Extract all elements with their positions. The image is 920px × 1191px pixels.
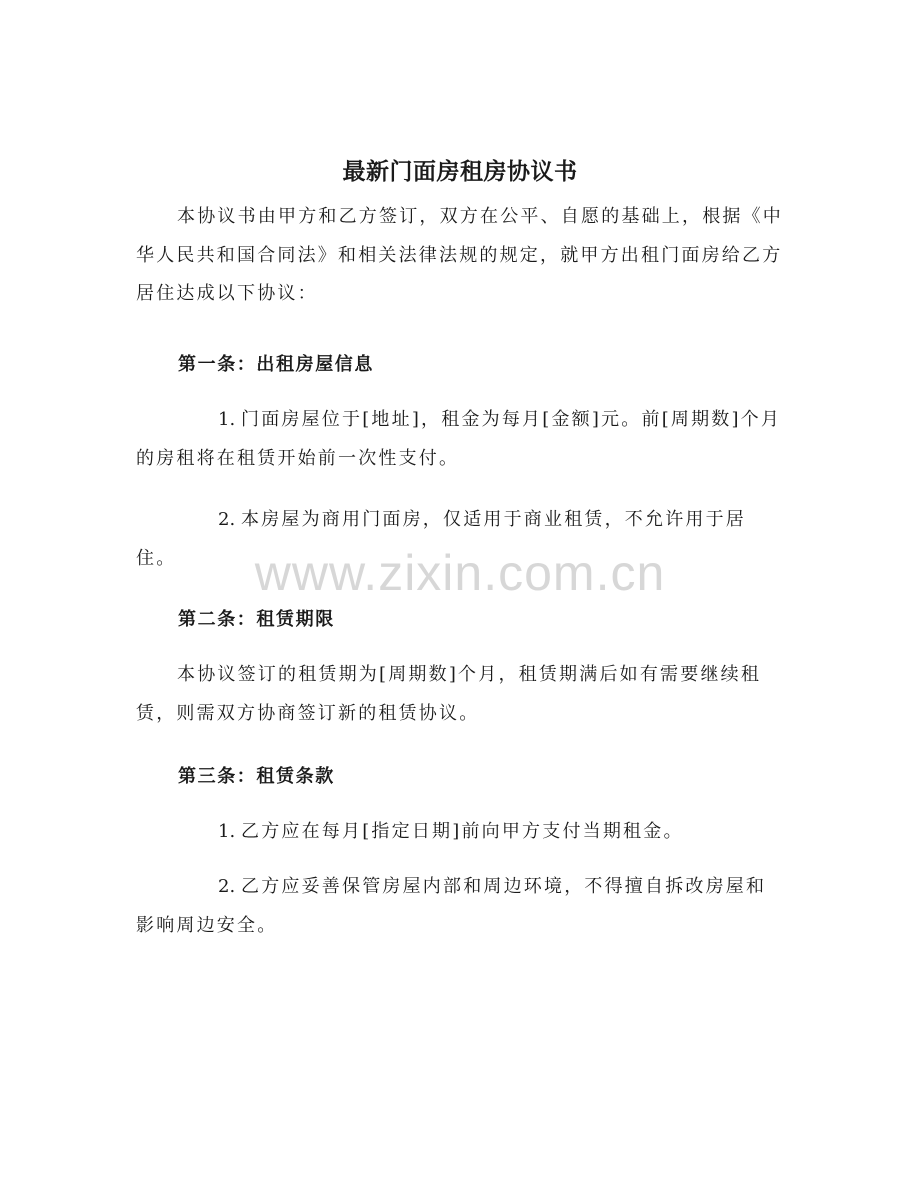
section-2-heading: 第二条：租赁期限 xyxy=(178,609,335,630)
item-number: 1. xyxy=(218,821,236,842)
section-3-heading: 第三条：租赁条款 xyxy=(178,766,335,787)
intro-paragraph: 本协议书由甲方和乙方签订，双方在公平、自愿的基础上，根据《中华人民共和国合同法》和相关法律法规的规定，就甲方出租门面房给乙方居住达成以下协议： xyxy=(136,206,783,304)
section-2-body: 本协议签订的租赁期为[周期数]个月，租赁期满后如有需要继续租赁，则需双方协商签订新的租赁协议。 xyxy=(136,664,762,724)
item-text: 本房屋为商用门面房，仅适用于商业租赁，不允许用于居住。 xyxy=(136,509,746,569)
item-text: 门面房屋位于[地址]，租金为每月[金额]元。前[周期数]个月的房租将在租赁开始前一次性支付。 xyxy=(136,409,782,469)
item-number: 2. xyxy=(218,509,236,530)
item-number: 2. xyxy=(218,876,236,897)
item-text: 乙方应在每月[指定日期]前向甲方支付当期租金。 xyxy=(241,821,684,842)
section-1-item-1 xyxy=(136,401,784,478)
document-title: 最新门面房租房协议书 xyxy=(342,159,578,185)
watermark: www.zixin.com.cn xyxy=(254,545,666,601)
section-1-heading: 第一条：出租房屋信息 xyxy=(178,354,374,375)
item-text: 乙方应妥善保管房屋内部和周边环境，不得擅自拆改房屋和影响周边安全。 xyxy=(136,876,767,936)
item-number: 1. xyxy=(218,409,236,430)
section-3-item-2 xyxy=(136,868,784,945)
section-3-item-1 xyxy=(136,813,784,852)
